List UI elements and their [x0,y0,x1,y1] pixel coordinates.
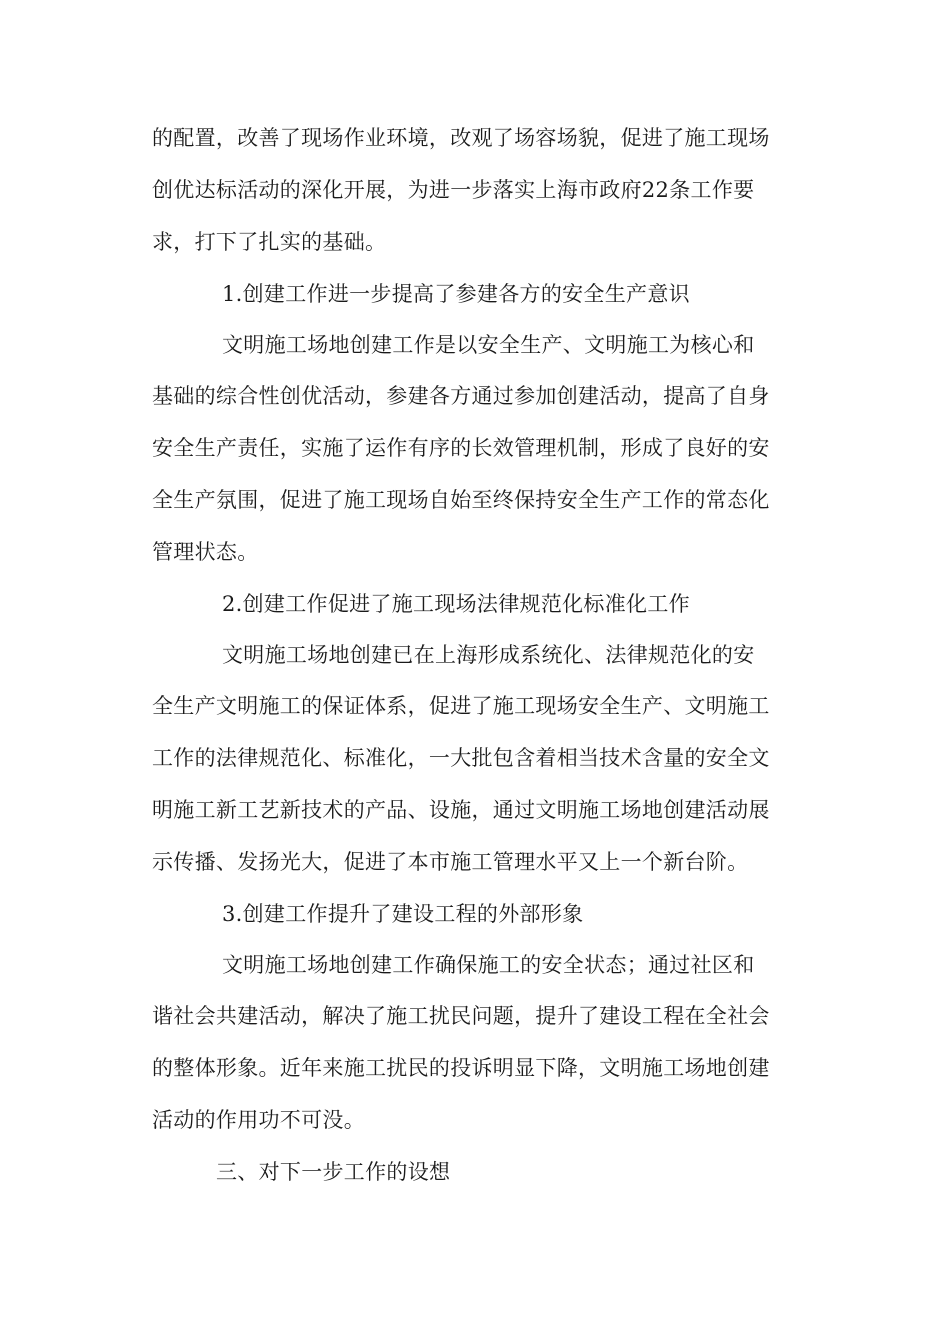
paragraph-line: 示传播、发扬光大，促进了本市施工管理水平又上一个新台阶。 [152,850,749,874]
paragraph-line: 求，打下了扎实的基础。 [152,230,387,254]
paragraph-line: 谐社会共建活动，解决了施工扰民问题，提升了建设工程在全社会 [152,1004,770,1028]
paragraph-line: 文明施工场地创建已在上海形成系统化、法律规范化的安 [222,643,755,667]
paragraph-line: 活动的作用功不可没。 [152,1108,365,1132]
section-heading-3: 3.创建工作提升了建设工程的外部形象 [222,902,584,926]
paragraph-line: 工作的法律规范化、标准化，一大批包含着相当技术含量的安全文 [152,746,770,770]
paragraph-line: 的整体形象。近年来施工扰民的投诉明显下降，文明施工场地创建 [152,1056,770,1080]
paragraph-line: 文明施工场地创建工作确保施工的安全状态；通过社区和 [222,953,755,977]
paragraph-line: 明施工新工艺新技术的产品、设施，通过文明施工场地创建活动展 [152,798,770,822]
paragraph-line: 文明施工场地创建工作是以安全生产、文明施工为核心和 [222,333,755,357]
paragraph-line: 安全生产责任，实施了运作有序的长效管理机制，形成了良好的安 [152,436,770,460]
paragraph-line: 全生产文明施工的保证体系，促进了施工现场安全生产、文明施工 [152,694,770,718]
paragraph-line: 基础的综合性创优活动，参建各方通过参加创建活动，提高了自身 [152,384,770,408]
chapter-heading: 三、对下一步工作的设想 [216,1160,451,1184]
paragraph-line: 管理状态。 [152,540,259,564]
paragraph-line: 的配置，改善了现场作业环境，改观了场容场貌，促进了施工现场 [152,126,770,150]
section-heading-2: 2.创建工作促进了施工现场法律规范化标准化工作 [222,592,690,616]
paragraph-line: 创优达标活动的深化开展，为进一步落实上海市政府22条工作要 [152,178,755,202]
section-heading-1: 1.创建工作进一步提高了参建各方的安全生产意识 [222,282,690,306]
paragraph-line: 全生产氛围，促进了施工现场自始至终保持安全生产工作的常态化 [152,488,770,512]
